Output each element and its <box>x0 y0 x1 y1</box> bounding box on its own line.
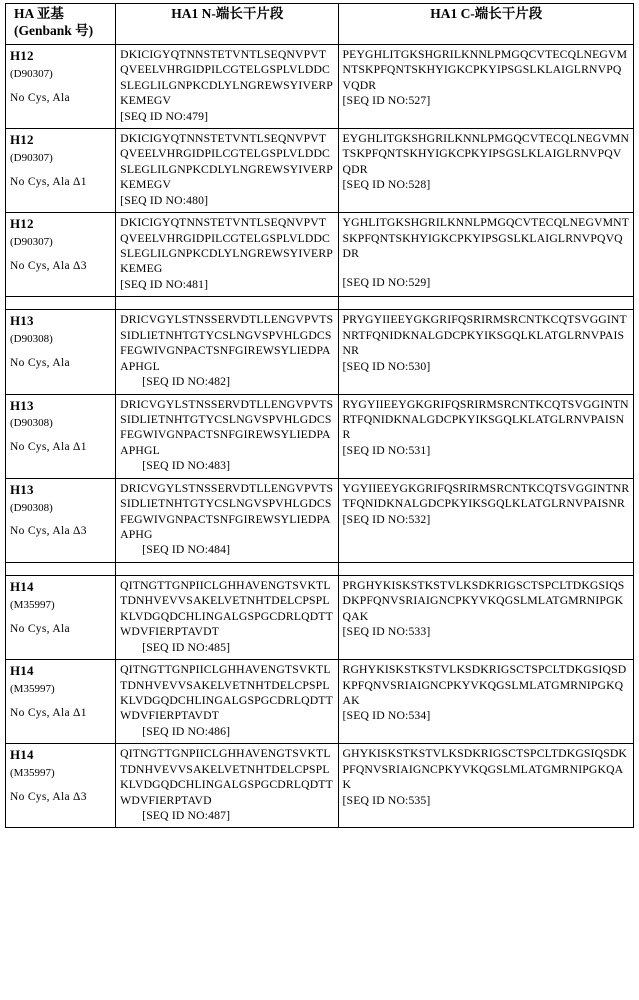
cterm-sequence-text: PEYGHLITGKSHGRILKNNLPMGQCVTECQLNEGVMNTSKPFQNTSKHYIGKCPKYIPSGSLKLAIGLRNVPQVQDR <box>342 47 628 92</box>
table-row <box>6 310 634 394</box>
cell-nterm-sequence <box>116 575 338 659</box>
table-row <box>6 44 634 128</box>
nterm-sequence-text: DKICIGYQTNNSTETVNTLSEQNVPVTQVEELVHRGIDPILCGTELGSPLVLDDCSLEGLILGNPKCDLYLNGREWSYIVERPKEMEGV <box>120 47 333 108</box>
cterm-sequence-text: YGHLITGKSHGRILKNNLPMGQCVTECQLNEGVMNTSKPFQNTSKHYIGKCPKYIPSGSLKLAIGLRNVPQVQDR <box>342 216 630 260</box>
table-row <box>6 128 634 212</box>
subtype-genbank: (D90307) <box>10 151 53 164</box>
nterm-seq-id: [SEQ ID NO:479] <box>120 109 209 123</box>
cterm-seq-id: [SEQ ID NO:529] <box>342 276 431 290</box>
cterm-sequence-text: RYGYIIEEYGKGRIFQSRIRMSRCNTKCQTSVGGINTNRTFQNIDKNALGDCPKYIKSGQLKLATGLRNVPAISNR <box>342 397 629 442</box>
cell-subtype <box>6 128 116 212</box>
subtype-modifications: No Cys, Ala Δ3 <box>10 791 87 804</box>
cterm-seq-id: [SEQ ID NO:527] <box>342 94 431 108</box>
cterm-seq-id: [SEQ ID NO:535] <box>342 793 431 807</box>
subtype-name: H12 <box>10 47 34 63</box>
cell-nterm-sequence <box>116 128 338 212</box>
table-row <box>6 478 634 562</box>
sequence-table <box>5 3 634 828</box>
nterm-sequence-text: DRICVGYLSTNSSERVDTLLENGVPVTSSIDLIETNHTGTYCSLNGVSPVHLGDCSFEGWIVGNPACTSNFGIREWSYLIEDPAAPHGL <box>120 313 334 373</box>
cell-nterm-sequence <box>116 478 338 562</box>
column-header-cterm: HA1 C-端长干片段 <box>338 4 633 45</box>
cell-cterm-sequence <box>338 575 633 659</box>
subtype-modifications: No Cys, Ala Δ3 <box>10 259 87 272</box>
cterm-seq-id: [SEQ ID NO:532] <box>342 512 431 526</box>
nterm-seq-id: [SEQ ID NO:485] <box>142 640 231 654</box>
cterm-sequence-text: GHYKISKSTKSTVLKSDKRIGSCTSPCLTDKGSIQSDKPFQNVSRIAIGNCPKYVKQGSLMLATGMRNIPGKQAK <box>342 747 628 792</box>
table-header-row <box>6 4 634 45</box>
subtype-modifications: No Cys, Ala Δ1 <box>10 706 87 719</box>
subtype-genbank: (D90308) <box>10 501 53 514</box>
table-row <box>6 213 634 297</box>
table-row <box>6 575 634 659</box>
subtype-name: H13 <box>10 313 34 329</box>
cell-subtype <box>6 478 116 562</box>
nterm-sequence-text: QITNGTTGNPIICLGHHAVENGTSVKTLTDNHVEVVSAKELVETNHTDELCPSPLKLVDGQDCHLINGALGSPGCDRLQDTTWDVFIERPTAVDT <box>120 663 333 723</box>
cell-subtype <box>6 394 116 478</box>
table-row <box>6 744 634 828</box>
subtype-name: H12 <box>10 216 34 232</box>
spacer-cell <box>116 562 338 575</box>
spacer-cell <box>116 297 338 310</box>
nterm-sequence-text: QITNGTTGNPIICLGHHAVENGTSVKTLTDNHVEVVSAKELVETNHTDELCPSPLKLVDGQDCHLINGALGSPGCDRLQDTTWDVFIERPTAVDT <box>120 578 333 639</box>
subtype-name: H14 <box>10 747 34 763</box>
nterm-sequence-text: DKICIGYQTNNSTETVNTLSEQNVPVTQVEELVHRGIDPILCGTELGSPLVLDDCSLEGLILGNPKCDLYLNGREWSYIVERPKEMEGV <box>120 131 333 192</box>
cell-subtype <box>6 660 116 744</box>
subtype-name: H13 <box>10 397 34 413</box>
table-row <box>6 660 634 744</box>
cterm-seq-id: [SEQ ID NO:534] <box>342 709 431 723</box>
table-spacer-row <box>6 562 634 575</box>
cell-cterm-sequence <box>338 310 633 394</box>
column-header-subtype-line1: HA 亚基 <box>14 6 64 21</box>
subtype-genbank: (M35997) <box>10 598 55 611</box>
spacer-cell <box>338 297 633 310</box>
spacer-cell <box>6 562 116 575</box>
cterm-seq-id: [SEQ ID NO:533] <box>342 625 431 639</box>
subtype-name: H12 <box>10 131 34 147</box>
cterm-sequence-text: PRGHYKISKSTKSTVLKSDKRIGSCTSPCLTDKGSIQSDKPFQNVSRIAIGNCPKYVKQGSLMLATGMRNIPGKQAK <box>342 578 625 623</box>
subtype-modifications: No Cys, Ala Δ1 <box>10 175 87 188</box>
nterm-seq-id: [SEQ ID NO:483] <box>142 459 231 473</box>
cell-cterm-sequence <box>338 478 633 562</box>
cell-nterm-sequence <box>116 213 338 297</box>
cterm-seq-id: [SEQ ID NO:530] <box>342 359 431 373</box>
subtype-modifications: No Cys, Ala <box>10 357 70 370</box>
subtype-name: H14 <box>10 663 34 679</box>
subtype-modifications: No Cys, Ala Δ1 <box>10 441 87 454</box>
cell-nterm-sequence <box>116 660 338 744</box>
nterm-seq-id: [SEQ ID NO:484] <box>142 543 231 557</box>
subtype-genbank: (D90308) <box>10 417 53 430</box>
cell-nterm-sequence <box>116 44 338 128</box>
subtype-modifications: No Cys, Ala <box>10 91 70 104</box>
subtype-modifications: No Cys, Ala Δ3 <box>10 525 87 538</box>
subtype-genbank: (M35997) <box>10 767 55 780</box>
table-spacer-row <box>6 297 634 310</box>
cterm-sequence-text: YGYIIEEYGKGRIFQSRIRMSRCNTKCQTSVGGINTNRTFQNIDKNALGDCPKYIKSGQLKLATGLRNVPAISNR <box>342 481 630 511</box>
column-header-subtype-line2: (Genbank 号) <box>14 22 94 38</box>
cterm-seq-id: [SEQ ID NO:528] <box>342 178 431 192</box>
cell-cterm-sequence <box>338 394 633 478</box>
cell-subtype <box>6 44 116 128</box>
table-row <box>6 394 634 478</box>
column-header-subtype <box>6 4 116 45</box>
subtype-genbank: (D90307) <box>10 67 53 80</box>
nterm-seq-id: [SEQ ID NO:480] <box>120 193 209 207</box>
nterm-seq-id: [SEQ ID NO:481] <box>120 277 209 291</box>
cell-cterm-sequence <box>338 744 633 828</box>
nterm-sequence-text: QITNGTTGNPIICLGHHAVENGTSVKTLTDNHVEVVSAKELVETNHTDELCPSPLKLVDGQDCHLINGALGSPGCDRLQDTTWDVFIERPTAVD <box>120 747 333 807</box>
cterm-sequence-text: EYGHLITGKSHGRILKNNLPMGQCVTECQLNEGVMNTSKPFQNTSKHYIGKCPKYIPSGSLKLAIGLRNVPQVQDR <box>342 131 630 176</box>
cell-cterm-sequence <box>338 660 633 744</box>
subtype-genbank: (M35997) <box>10 682 55 695</box>
cell-nterm-sequence <box>116 394 338 478</box>
cterm-seq-id: [SEQ ID NO:531] <box>342 443 431 457</box>
nterm-sequence-text: DRICVGYLSTNSSERVDTLLENGVPVTSSIDLIETNHTGTYCSLNGVSPVHLGDCSFEGWIVGNPACTSNFGIREWSYLIEDPAAPHG <box>120 481 334 541</box>
subtype-genbank: (D90307) <box>10 235 53 248</box>
cell-subtype <box>6 213 116 297</box>
spacer-cell <box>338 562 633 575</box>
nterm-sequence-text: DKICIGYQTNNSTETVNTLSEQNVPVTQVEELVHRGIDPILCGTELGSPLVLDDCSLEGLILGNPKCDLYLNGREWSYIVERPKEMEG <box>120 216 333 276</box>
cell-cterm-sequence <box>338 128 633 212</box>
nterm-sequence-text: DRICVGYLSTNSSERVDTLLENGVPVTSSIDLIETNHTGTYCSLNGVSPVHLGDCSFEGWIVGNPACTSNFGIREWSYLIEDPAAPHGL <box>120 397 334 457</box>
cell-nterm-sequence <box>116 310 338 394</box>
subtype-genbank: (D90308) <box>10 333 53 346</box>
cterm-sequence-text: RGHYKISKSTKSTVLKSDKRIGSCTSPCLTDKGSIQSDKPFQNVSRIAIGNCPKYVKQGSLMLATGMRNIPGKQAK <box>342 663 627 707</box>
subtype-name: H13 <box>10 481 34 497</box>
cell-subtype <box>6 575 116 659</box>
cterm-sequence-text: PRYGYIIEEYGKGRIFQSRIRMSRCNTKCQTSVGGINTNRTFQNIDKNALGDCPKYIKSGQLKLATGLRNVPAISNR <box>342 313 627 358</box>
cell-subtype <box>6 744 116 828</box>
nterm-seq-id: [SEQ ID NO:486] <box>142 724 231 738</box>
cell-subtype <box>6 310 116 394</box>
cell-cterm-sequence <box>338 44 633 128</box>
column-header-nterm: HA1 N-端长干片段 <box>116 4 338 45</box>
spacer-cell <box>6 297 116 310</box>
subtype-modifications: No Cys, Ala <box>10 622 70 635</box>
nterm-seq-id: [SEQ ID NO:482] <box>142 375 231 389</box>
cell-nterm-sequence <box>116 744 338 828</box>
nterm-seq-id: [SEQ ID NO:487] <box>142 809 231 822</box>
subtype-name: H14 <box>10 578 34 594</box>
cell-cterm-sequence <box>338 213 633 297</box>
